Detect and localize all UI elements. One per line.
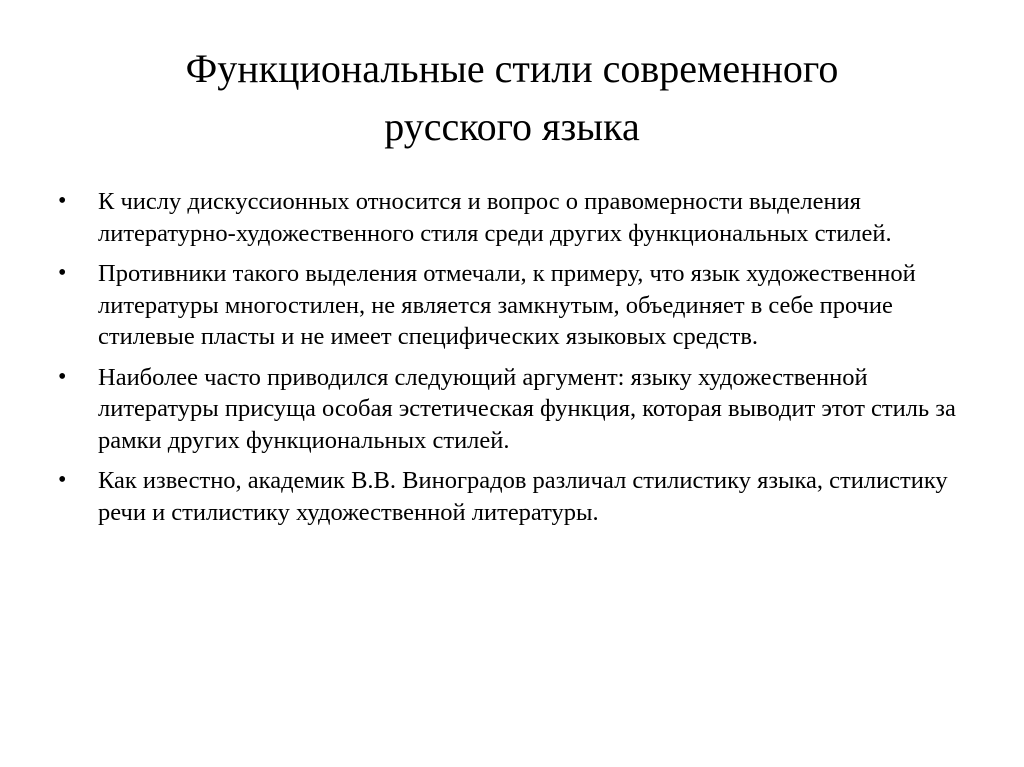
- slide-title-line-2: русского языка: [384, 104, 640, 149]
- slide-title: [90, 40, 934, 156]
- bullet-text-4: Как известно, академик В.В. Виноградов различал стилистику языка, стилистику речи и стилистику художественной литературы.: [98, 467, 948, 526]
- bullet-item-2: [58, 258, 978, 353]
- bullet-dot-icon: •: [58, 467, 67, 493]
- bullet-list: [58, 186, 978, 537]
- bullet-text-1: К числу дискуссионных относится и вопрос о правомерности выделения литературно-художественного стиля среди других функциональных стилей.: [98, 188, 892, 247]
- bullet-dot-icon: •: [58, 260, 67, 286]
- slide-title-line-1: Функциональные стили современного: [185, 46, 839, 91]
- bullet-item-4: [58, 465, 978, 528]
- bullet-dot-icon: •: [58, 188, 67, 214]
- bullet-dot-icon: •: [58, 363, 67, 390]
- bullet-item-1: [58, 186, 978, 249]
- bullet-item-3: [58, 362, 978, 457]
- bullet-text-2: Противники такого выделения отмечали, к примеру, что язык художественной литературы многостилен, не является замкнутым, объединяет в себе прочие стилевые пласты и не имеет специфических языковых средств.: [98, 260, 916, 350]
- bullet-text-3: Наиболее часто приводился следующий аргумент: языку художественной литературы присуща особая эстетическая функция, которая выводит этот стиль за рамки других функциональных стилей.: [98, 363, 956, 454]
